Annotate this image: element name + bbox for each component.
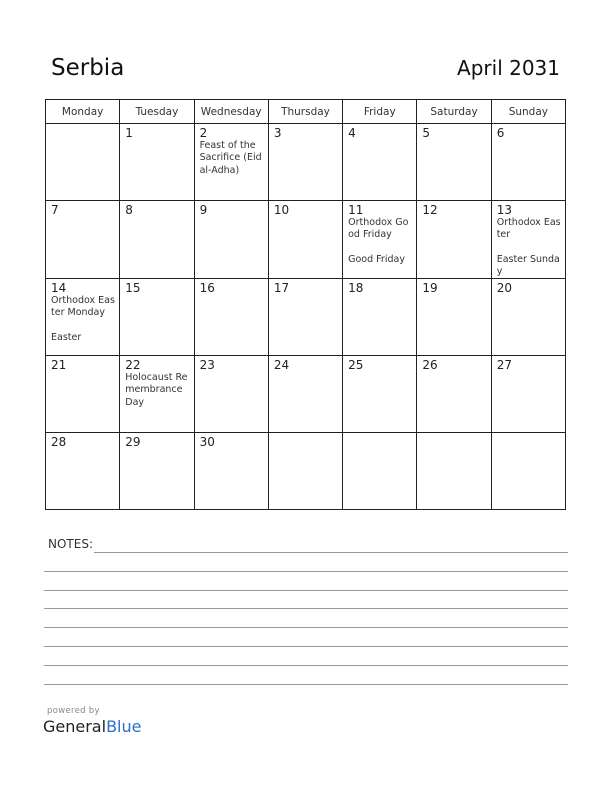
weekday-header: Sunday [491, 100, 565, 124]
holiday-label: Orthodox Good Friday [348, 217, 409, 241]
holiday-label: Easter Sunday [496, 253, 560, 277]
notes-label: NOTES: [48, 537, 93, 551]
day-cell [268, 356, 342, 433]
day-cell [343, 433, 417, 510]
day-cell [417, 433, 491, 510]
day-cell [194, 124, 268, 201]
day-number: 10 [273, 203, 290, 217]
day-cell [120, 356, 194, 433]
day-cell [46, 433, 120, 510]
calendar-country-title: Serbia [51, 55, 125, 81]
notes-line [94, 552, 568, 553]
day-number: 3 [273, 126, 282, 140]
day-cell [343, 201, 417, 279]
day-number: 5 [422, 126, 431, 140]
day-number: 22 [125, 358, 141, 373]
weekday-header: Tuesday [120, 100, 194, 124]
notes-line [44, 665, 568, 666]
generalblue-logo [43, 717, 141, 736]
notes-line [44, 608, 568, 609]
day-cell [268, 279, 342, 356]
day-cell [491, 433, 565, 510]
notes-line [44, 571, 568, 572]
day-cell [417, 356, 491, 433]
day-cell [120, 201, 194, 279]
notes-line [44, 590, 568, 591]
day-cell [491, 201, 565, 279]
day-number: 7 [51, 203, 59, 217]
day-number: 23 [199, 358, 215, 373]
holiday-label: Orthodox Easter [496, 217, 561, 241]
day-cell [491, 124, 565, 201]
weekday-header: Wednesday [194, 100, 268, 124]
day-number: 19 [422, 281, 438, 296]
day-cell [343, 124, 417, 201]
day-cell [46, 356, 120, 433]
day-cell [491, 279, 565, 356]
day-number: 28 [51, 435, 67, 450]
day-number: 13 [496, 203, 512, 217]
day-number: 16 [199, 281, 215, 296]
holiday-label: Easter [51, 331, 82, 343]
brand-name-part1: General [43, 717, 107, 736]
weekday-header: Thursday [268, 100, 342, 124]
day-cell [268, 124, 342, 201]
powered-by-text: powered by [47, 706, 100, 716]
day-number: 30 [199, 435, 215, 450]
notes-line [44, 684, 568, 685]
day-number: 1 [125, 126, 133, 140]
brand-name-part2: Blue [106, 717, 142, 736]
holiday-label: Orthodox Easter Monday [51, 295, 115, 319]
day-number: 9 [199, 203, 208, 217]
weekday-header: Monday [46, 100, 120, 124]
day-number: 6 [496, 126, 505, 140]
day-cell [46, 201, 120, 279]
week-row [46, 279, 566, 356]
day-cell [194, 201, 268, 279]
holiday-label: Holocaust Remembrance Day [125, 372, 188, 408]
day-number: 8 [125, 203, 133, 217]
day-number: 29 [125, 435, 141, 450]
day-number: 25 [348, 358, 364, 373]
week-row [46, 433, 566, 510]
day-cell [120, 279, 194, 356]
day-cell [194, 433, 268, 510]
holiday-label: Good Friday [348, 253, 405, 265]
day-number: 4 [348, 126, 356, 140]
day-number: 17 [273, 281, 290, 296]
day-number: 26 [422, 358, 438, 373]
day-number: 20 [496, 281, 512, 296]
notes-line [44, 627, 568, 628]
holiday-label: Feast of the Sacrifice (Eid al-Adha) [199, 140, 262, 176]
day-cell [417, 201, 491, 279]
calendar-month-title: April 2031 [457, 56, 560, 80]
day-cell [120, 124, 194, 201]
day-number: 18 [348, 281, 364, 296]
day-number: 11 [348, 203, 364, 217]
day-cell [268, 433, 342, 510]
notes-line [44, 646, 568, 647]
day-cell [417, 124, 491, 201]
calendar-grid [45, 99, 566, 510]
day-cell [417, 279, 491, 356]
week-row [46, 356, 566, 433]
day-cell [268, 201, 342, 279]
day-number: 14 [51, 281, 67, 296]
day-number: 15 [125, 281, 141, 296]
day-cell [343, 356, 417, 433]
day-cell [194, 279, 268, 356]
day-number: 21 [51, 358, 67, 373]
day-number: 2 [199, 126, 208, 140]
week-row [46, 124, 566, 201]
weekday-header: Saturday [417, 100, 491, 124]
day-number: 27 [496, 358, 512, 373]
day-number: 24 [273, 358, 290, 373]
day-cell [343, 279, 417, 356]
weekday-header-row [46, 100, 566, 124]
day-cell [46, 279, 120, 356]
day-cell [46, 124, 120, 201]
day-cell [491, 356, 565, 433]
weekday-header: Friday [343, 100, 417, 124]
day-cell [194, 356, 268, 433]
day-number: 12 [422, 203, 438, 217]
day-cell [120, 433, 194, 510]
week-row [46, 201, 566, 279]
